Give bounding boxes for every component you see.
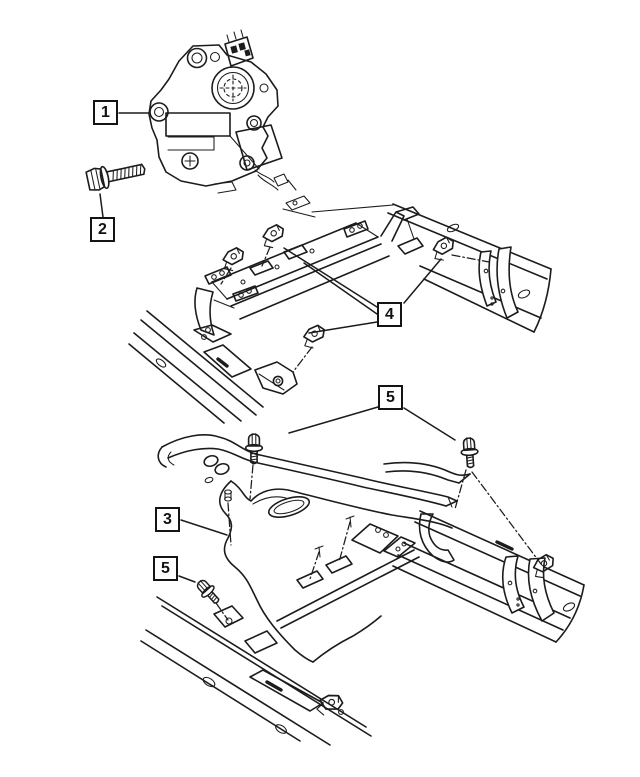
callout-5-upper-box: 5	[378, 385, 403, 410]
frame-rail-right-middle	[388, 204, 551, 332]
transmission-crossmember-view	[129, 196, 551, 423]
front-crossmember	[214, 481, 454, 662]
front-crossmember-view	[141, 434, 584, 745]
frame-rail-front-bottom	[141, 597, 371, 745]
callout-2-box: 2	[90, 217, 115, 242]
frame-rail-right-bottom	[393, 511, 584, 642]
callout-3-box: 3	[155, 507, 180, 532]
shift-motor-assembly	[149, 30, 296, 193]
frame-rail-left-middle	[129, 311, 297, 423]
leader-lines	[100, 113, 455, 582]
callout-5-lower-box: 5	[153, 556, 178, 581]
motor-mounting-bolt	[86, 158, 147, 192]
callout-1-box: 1	[93, 100, 118, 125]
callout-4-box: 4	[377, 302, 402, 327]
